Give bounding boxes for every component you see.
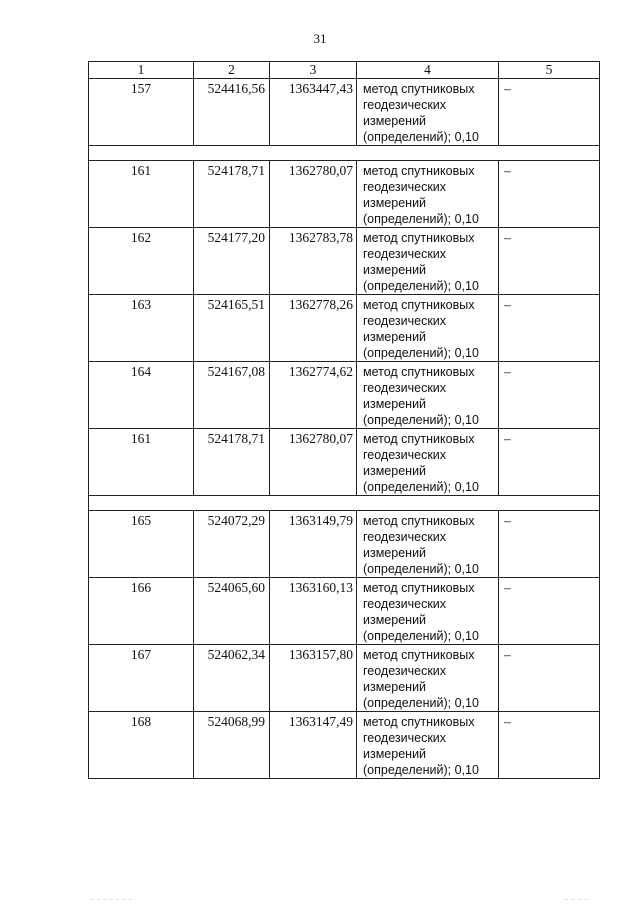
table-row — [89, 295, 600, 362]
group-separator-row — [89, 146, 600, 161]
y-coordinate-cell: 1363149,79 — [270, 511, 357, 578]
method-line: геодезических — [363, 98, 447, 112]
y-coordinate-cell: 1362778,26 — [270, 295, 357, 362]
x-coordinate-cell: 524068,99 — [194, 712, 270, 779]
method-cell — [357, 511, 499, 578]
table-row — [89, 578, 600, 645]
column-header: 5 — [499, 62, 600, 79]
note-cell: – — [499, 578, 600, 645]
method-line: метод спутниковых — [363, 164, 475, 178]
method-line: (определений); 0,10 — [363, 346, 479, 360]
method-line: измерений — [363, 263, 427, 277]
method-line: геодезических — [363, 664, 447, 678]
table-row — [89, 228, 600, 295]
method-line: геодезических — [363, 180, 447, 194]
method-line: (определений); 0,10 — [363, 763, 479, 777]
method-line: метод спутниковых — [363, 82, 475, 96]
method-line: метод спутниковых — [363, 514, 475, 528]
method-cell — [357, 161, 499, 228]
method-cell — [357, 712, 499, 779]
note-cell: – — [499, 228, 600, 295]
method-line: геодезических — [363, 381, 447, 395]
y-coordinate-cell: 1362783,78 — [270, 228, 357, 295]
table-row — [89, 79, 600, 146]
method-line: геодезических — [363, 247, 447, 261]
method-line: измерений — [363, 196, 427, 210]
method-line: измерений — [363, 114, 427, 128]
method-cell — [357, 79, 499, 146]
method-line: (определений); 0,10 — [363, 696, 479, 710]
method-line: метод спутниковых — [363, 298, 475, 312]
scan-artifact-left: _ _ _ _ _ _ _ — [90, 895, 133, 901]
method-line: измерений — [363, 680, 427, 694]
table-body — [89, 62, 600, 779]
method-line: геодезических — [363, 597, 447, 611]
method-cell — [357, 578, 499, 645]
method-line: (определений); 0,10 — [363, 480, 479, 494]
column-header: 3 — [270, 62, 357, 79]
header-row — [89, 62, 600, 79]
table-row — [89, 511, 600, 578]
method-line: метод спутниковых — [363, 231, 475, 245]
method-line: метод спутниковых — [363, 648, 475, 662]
method-line: метод спутниковых — [363, 432, 475, 446]
x-coordinate-cell: 524065,60 — [194, 578, 270, 645]
method-line: геодезических — [363, 530, 447, 544]
y-coordinate-cell: 1362780,07 — [270, 429, 357, 496]
method-line: измерений — [363, 613, 427, 627]
method-line: метод спутниковых — [363, 715, 475, 729]
y-coordinate-cell: 1363147,49 — [270, 712, 357, 779]
point-number-cell: 161 — [89, 429, 194, 496]
note-cell: – — [499, 362, 600, 429]
method-cell — [357, 645, 499, 712]
note-cell: – — [499, 161, 600, 228]
table-row — [89, 362, 600, 429]
table-row — [89, 645, 600, 712]
table-row — [89, 161, 600, 228]
note-cell: – — [499, 79, 600, 146]
method-line: метод спутниковых — [363, 365, 475, 379]
point-number-cell: 165 — [89, 511, 194, 578]
method-cell — [357, 429, 499, 496]
note-cell: – — [499, 645, 600, 712]
method-line: геодезических — [363, 448, 447, 462]
method-line: (определений); 0,10 — [363, 629, 479, 643]
x-coordinate-cell: 524178,71 — [194, 161, 270, 228]
point-number-cell: 164 — [89, 362, 194, 429]
y-coordinate-cell: 1363157,80 — [270, 645, 357, 712]
method-line: (определений); 0,10 — [363, 413, 479, 427]
point-number-cell: 157 — [89, 79, 194, 146]
page-number: 31 — [313, 31, 327, 46]
x-coordinate-cell: 524167,08 — [194, 362, 270, 429]
point-number-cell: 168 — [89, 712, 194, 779]
y-coordinate-cell: 1363447,43 — [270, 79, 357, 146]
x-coordinate-cell: 524062,34 — [194, 645, 270, 712]
point-number-cell: 166 — [89, 578, 194, 645]
method-line: метод спутниковых — [363, 581, 475, 595]
note-cell: – — [499, 511, 600, 578]
method-cell — [357, 228, 499, 295]
method-line: геодезических — [363, 731, 447, 745]
method-line: (определений); 0,10 — [363, 130, 479, 144]
method-line: измерений — [363, 330, 427, 344]
group-separator-cell — [89, 496, 600, 511]
point-number-cell: 162 — [89, 228, 194, 295]
note-cell: – — [499, 429, 600, 496]
y-coordinate-cell: 1363160,13 — [270, 578, 357, 645]
method-line: измерений — [363, 546, 427, 560]
table-row — [89, 712, 600, 779]
method-line: измерений — [363, 464, 427, 478]
x-coordinate-cell: 524416,56 — [194, 79, 270, 146]
x-coordinate-cell: 524178,71 — [194, 429, 270, 496]
method-line: измерений — [363, 397, 427, 411]
x-coordinate-cell: 524072,29 — [194, 511, 270, 578]
point-number-cell: 161 — [89, 161, 194, 228]
method-line: (определений); 0,10 — [363, 562, 479, 576]
x-coordinate-cell: 524177,20 — [194, 228, 270, 295]
method-line: геодезических — [363, 314, 447, 328]
coordinates-table — [88, 61, 600, 779]
point-number-cell: 167 — [89, 645, 194, 712]
column-header: 1 — [89, 62, 194, 79]
method-line: (определений); 0,10 — [363, 279, 479, 293]
note-cell: – — [499, 712, 600, 779]
column-header: 4 — [357, 62, 499, 79]
y-coordinate-cell: 1362774,62 — [270, 362, 357, 429]
note-cell: – — [499, 295, 600, 362]
point-number-cell: 163 — [89, 295, 194, 362]
scan-artifact-right: _ _ _ _ — [565, 895, 589, 901]
method-line: измерений — [363, 747, 427, 761]
method-line: (определений); 0,10 — [363, 212, 479, 226]
group-separator-row — [89, 496, 600, 511]
column-header: 2 — [194, 62, 270, 79]
group-separator-cell — [89, 146, 600, 161]
x-coordinate-cell: 524165,51 — [194, 295, 270, 362]
method-cell — [357, 295, 499, 362]
y-coordinate-cell: 1362780,07 — [270, 161, 357, 228]
table-row — [89, 429, 600, 496]
method-cell — [357, 362, 499, 429]
